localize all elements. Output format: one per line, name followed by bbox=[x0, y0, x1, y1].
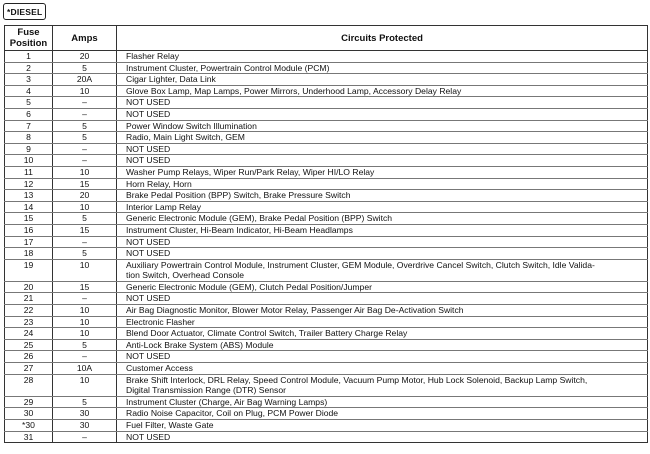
amps-cell: 20 bbox=[53, 51, 117, 63]
circuits-text-line: NOT USED bbox=[126, 97, 171, 108]
circuits-cell bbox=[117, 132, 648, 144]
circuits-text-line: Generic Electronic Module (GEM), Clutch Pedal Position/Jumper bbox=[126, 281, 372, 292]
fuse-position-cell: 15 bbox=[5, 213, 53, 225]
circuits-cell bbox=[117, 363, 648, 375]
amps-cell: 5 bbox=[53, 62, 117, 74]
table-row bbox=[5, 201, 648, 213]
amps-cell: – bbox=[53, 236, 117, 248]
amps-cell: 5 bbox=[53, 248, 117, 260]
amps-cell: – bbox=[53, 431, 117, 443]
circuits-cell bbox=[117, 259, 648, 281]
circuits-text-line: Washer Pump Relays, Wiper Run/Park Relay, Wiper HI/LO Relay bbox=[126, 166, 375, 177]
circuits-text-line: Glove Box Lamp, Map Lamps, Power Mirrors, Underhood Lamp, Accessory Delay Relay bbox=[126, 85, 462, 96]
circuits-text-line: Customer Access bbox=[126, 363, 193, 374]
circuits-text-line: NOT USED bbox=[126, 293, 171, 304]
circuits-cell bbox=[117, 339, 648, 351]
circuits-text-line: Radio, Main Light Switch, GEM bbox=[126, 132, 245, 143]
amps-cell: 15 bbox=[53, 281, 117, 293]
fuse-position-cell: 5 bbox=[5, 97, 53, 109]
amps-cell: 5 bbox=[53, 120, 117, 132]
table-row bbox=[5, 431, 648, 443]
fuse-position-cell: 17 bbox=[5, 236, 53, 248]
circuits-cell bbox=[117, 408, 648, 420]
fuse-position-cell: 14 bbox=[5, 201, 53, 213]
amps-cell: 10 bbox=[53, 305, 117, 317]
amps-cell: 15 bbox=[53, 224, 117, 236]
circuits-cell bbox=[117, 213, 648, 225]
table-row bbox=[5, 396, 648, 408]
circuits-text-line: Auxiliary Powertrain Control Module, Instrument Cluster, GEM Module, Overdrive Cancel Switch, Clutch Switch, Idle Valida- bbox=[126, 259, 595, 270]
fuse-position-cell: 26 bbox=[5, 351, 53, 363]
circuits-cell bbox=[117, 396, 648, 408]
circuits-cell bbox=[117, 281, 648, 293]
table-row bbox=[5, 155, 648, 167]
amps-cell: 30 bbox=[53, 408, 117, 420]
amps-cell: 20A bbox=[53, 74, 117, 86]
fuse-position-cell: 2 bbox=[5, 62, 53, 74]
fuse-position-cell: 13 bbox=[5, 190, 53, 202]
table-row bbox=[5, 143, 648, 155]
fuse-position-cell: 9 bbox=[5, 143, 53, 155]
amps-cell: – bbox=[53, 155, 117, 167]
fuse-position-cell: 12 bbox=[5, 178, 53, 190]
circuits-cell bbox=[117, 201, 648, 213]
table-row bbox=[5, 74, 648, 86]
table-row bbox=[5, 236, 648, 248]
circuits-text-line: NOT USED bbox=[126, 248, 171, 259]
circuits-text-line: Cigar Lighter, Data Link bbox=[126, 74, 216, 85]
amps-cell: 10 bbox=[53, 259, 117, 281]
amps-cell: 10 bbox=[53, 328, 117, 340]
amps-cell: 5 bbox=[53, 132, 117, 144]
header-fuse-position-line: Fuse bbox=[17, 27, 40, 38]
amps-cell: 20 bbox=[53, 190, 117, 202]
circuits-text-line: Instrument Cluster, Powertrain Control Module (PCM) bbox=[126, 62, 330, 73]
fuse-position-cell: 21 bbox=[5, 293, 53, 305]
diesel-note: *DIESEL bbox=[3, 3, 46, 20]
table-row bbox=[5, 224, 648, 236]
circuits-text-line: NOT USED bbox=[126, 236, 171, 247]
circuits-text-line: Electronic Flasher bbox=[126, 316, 195, 327]
circuits-text-line: Brake Shift Interlock, DRL Relay, Speed Control Module, Vacuum Pump Motor, Hub Lock Solenoid, Backup Lamp Switch, bbox=[126, 374, 588, 385]
fuse-position-cell: 11 bbox=[5, 166, 53, 178]
circuits-cell bbox=[117, 305, 648, 317]
table-row bbox=[5, 85, 648, 97]
table-row bbox=[5, 51, 648, 63]
table-row bbox=[5, 190, 648, 202]
table-row bbox=[5, 339, 648, 351]
circuits-text-line: Anti-Lock Brake System (ABS) Module bbox=[126, 339, 274, 350]
amps-cell: 10 bbox=[53, 374, 117, 396]
amps-cell: – bbox=[53, 351, 117, 363]
circuits-cell bbox=[117, 328, 648, 340]
fuse-position-cell: 6 bbox=[5, 108, 53, 120]
circuits-text-line: Brake Pedal Position (BPP) Switch, Brake Pressure Switch bbox=[126, 190, 351, 201]
circuits-text-line: Flasher Relay bbox=[126, 51, 180, 61]
circuits-cell bbox=[117, 178, 648, 190]
circuits-cell bbox=[117, 108, 648, 120]
fuse-position-cell: 30 bbox=[5, 408, 53, 420]
circuits-cell bbox=[117, 374, 648, 396]
table-row bbox=[5, 363, 648, 375]
circuits-text-line: Digital Transmission Range (DTR) Sensor bbox=[126, 385, 286, 396]
circuits-cell bbox=[117, 85, 648, 97]
circuits-cell bbox=[117, 236, 648, 248]
fuse-position-cell: 23 bbox=[5, 316, 53, 328]
header-amps: Amps bbox=[53, 26, 117, 51]
circuits-cell bbox=[117, 62, 648, 74]
fuse-position-cell: 20 bbox=[5, 281, 53, 293]
circuits-cell bbox=[117, 248, 648, 260]
table-row bbox=[5, 213, 648, 225]
circuits-text-line: Radio Noise Capacitor, Coil on Plug, PCM Power Diode bbox=[126, 408, 339, 419]
amps-cell: 30 bbox=[53, 420, 117, 432]
circuits-cell bbox=[117, 351, 648, 363]
fuse-position-cell: 7 bbox=[5, 120, 53, 132]
circuits-cell bbox=[117, 155, 648, 167]
circuits-text-line: NOT USED bbox=[126, 431, 171, 442]
table-row bbox=[5, 259, 648, 281]
circuits-cell bbox=[117, 97, 648, 109]
circuits-text-line: NOT USED bbox=[126, 351, 171, 362]
circuits-cell bbox=[117, 293, 648, 305]
circuits-text-line: Blend Door Actuator, Climate Control Switch, Trailer Battery Charge Relay bbox=[126, 328, 408, 339]
table-row bbox=[5, 108, 648, 120]
circuits-cell bbox=[117, 143, 648, 155]
amps-cell: – bbox=[53, 108, 117, 120]
table-row bbox=[5, 374, 648, 396]
table-row bbox=[5, 178, 648, 190]
amps-cell: 10 bbox=[53, 201, 117, 213]
circuits-cell bbox=[117, 51, 648, 63]
fuse-position-cell: *30 bbox=[5, 420, 53, 432]
fuse-position-cell: 8 bbox=[5, 132, 53, 144]
amps-cell: 10 bbox=[53, 85, 117, 97]
fuse-position-cell: 16 bbox=[5, 224, 53, 236]
fuse-position-cell: 1 bbox=[5, 51, 53, 63]
fuse-position-cell: 4 bbox=[5, 85, 53, 97]
fuse-position-cell: 18 bbox=[5, 248, 53, 260]
amps-cell: 5 bbox=[53, 396, 117, 408]
table-row bbox=[5, 62, 648, 74]
fuse-table bbox=[4, 25, 648, 443]
table-row bbox=[5, 305, 648, 317]
fuse-position-cell: 25 bbox=[5, 339, 53, 351]
fuse-position-cell: 22 bbox=[5, 305, 53, 317]
circuits-text-line: Power Window Switch Illumination bbox=[126, 120, 257, 131]
amps-cell: 10 bbox=[53, 166, 117, 178]
table-row bbox=[5, 97, 648, 109]
amps-cell: – bbox=[53, 293, 117, 305]
fuse-position-cell: 10 bbox=[5, 155, 53, 167]
circuits-text-line: Air Bag Diagnostic Monitor, Blower Motor Relay, Passenger Air Bag De-Activation Switch bbox=[126, 305, 464, 316]
amps-cell: 5 bbox=[53, 339, 117, 351]
table-row bbox=[5, 328, 648, 340]
amps-cell: – bbox=[53, 143, 117, 155]
circuits-cell bbox=[117, 316, 648, 328]
amps-cell: 5 bbox=[53, 213, 117, 225]
header-fuse-position-line: Position bbox=[9, 38, 48, 49]
table-row bbox=[5, 351, 648, 363]
circuits-text-line: Instrument Cluster (Charge, Air Bag Warning Lamps) bbox=[126, 396, 328, 407]
header-circuits-protected: Circuits Protected bbox=[117, 26, 648, 51]
fuse-table-body bbox=[5, 51, 648, 443]
fuse-position-cell: 19 bbox=[5, 259, 53, 281]
circuits-cell bbox=[117, 120, 648, 132]
table-row bbox=[5, 293, 648, 305]
circuits-cell bbox=[117, 224, 648, 236]
table-row bbox=[5, 132, 648, 144]
circuits-text-line: NOT USED bbox=[126, 155, 171, 166]
table-row bbox=[5, 281, 648, 293]
circuits-cell bbox=[117, 190, 648, 202]
table-row bbox=[5, 248, 648, 260]
fuse-position-cell: 27 bbox=[5, 363, 53, 375]
circuits-text-line: NOT USED bbox=[126, 108, 171, 119]
circuits-cell bbox=[117, 420, 648, 432]
amps-cell: – bbox=[53, 97, 117, 109]
table-row bbox=[5, 316, 648, 328]
circuits-text-line: Interior Lamp Relay bbox=[126, 201, 201, 212]
circuits-cell bbox=[117, 74, 648, 86]
table-row bbox=[5, 420, 648, 432]
table-row bbox=[5, 120, 648, 132]
fuse-position-cell: 28 bbox=[5, 374, 53, 396]
circuits-text-line: tion Switch, Overhead Console bbox=[126, 270, 244, 281]
circuits-text-line: Instrument Cluster, Hi-Beam Indicator, Hi-Beam Headlamps bbox=[126, 224, 353, 235]
circuits-cell bbox=[117, 166, 648, 178]
fuse-position-cell: 31 bbox=[5, 431, 53, 443]
header-row bbox=[5, 26, 648, 51]
circuits-text-line: Fuel Filter, Waste Gate bbox=[126, 420, 214, 430]
fuse-position-cell: 29 bbox=[5, 396, 53, 408]
circuits-text-line: Generic Electronic Module (GEM), Brake Pedal Position (BPP) Switch bbox=[126, 213, 393, 224]
table-row bbox=[5, 408, 648, 420]
circuits-cell bbox=[117, 431, 648, 443]
circuits-text-line: NOT USED bbox=[126, 143, 171, 154]
table-row bbox=[5, 166, 648, 178]
amps-cell: 10A bbox=[53, 363, 117, 375]
amps-cell: 15 bbox=[53, 178, 117, 190]
header-fuse-position bbox=[5, 26, 53, 51]
fuse-position-cell: 3 bbox=[5, 74, 53, 86]
fuse-position-cell: 24 bbox=[5, 328, 53, 340]
circuits-text-line: Horn Relay, Horn bbox=[126, 178, 192, 189]
amps-cell: 10 bbox=[53, 316, 117, 328]
